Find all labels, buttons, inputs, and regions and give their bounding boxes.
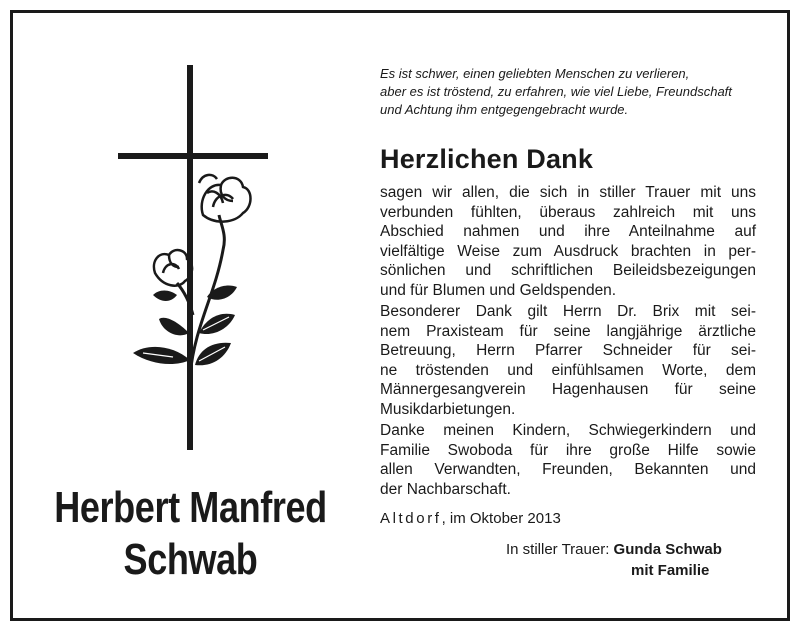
quote-line: Es ist schwer, einen geliebten Menschen zu verlieren, [380,66,690,81]
epigraph-quote [380,65,760,119]
quote-line: und Achtung ihm entgegengebracht wurde. [380,102,629,117]
right-column [380,13,765,618]
text-line: und für Blumen und Geldspenden. [380,281,617,299]
signature-family: mit Familie [631,562,710,579]
place-date [380,510,561,527]
text-line: Familie Swoboda für ihre große Hilfe sowie [380,441,756,459]
text-line: Danke meinen Kindern, Schwiegerkindern und [380,422,756,439]
special-thanks-paragraph [380,302,756,420]
family-thanks-paragraph [380,421,756,499]
text-line: nem Praxisteam für seine langjährige ärztliche [380,322,756,340]
quote-line: aber es ist tröstend, zu erfahren, wie viel Liebe, Freundschaft [380,84,732,99]
text-line: ne tröstenden und einfühlsamen Worte, dem [380,361,756,379]
text-line: vielfältige Weise zum Ausdruck brachten in per- [380,242,756,260]
signature-name: Gunda Schwab [613,541,722,558]
signature [506,539,722,581]
deceased-name-line1: Herbert Manfred [54,483,327,532]
cross-with-rose-icon [103,65,273,455]
place-town: Altdorf [380,510,442,527]
text-line: der Nachbarschaft. [380,480,511,498]
text-line: Besonderer Dank gilt Herrn Dr. Brix mit sei- [380,303,756,320]
text-line: sönlichen und schriftlichen Beileidsbezeigungen [380,262,756,280]
text-line: Männergesangverein Hagenhausen für seine [380,381,756,399]
place-date-text: , im Oktober 2013 [441,510,561,527]
signature-label: In stiller Trauer: [506,541,610,558]
text-line: Betreuung, Herrn Pfarrer Schneider für sei- [380,342,756,360]
thanks-paragraph [380,183,756,301]
text-line: Abschied nahmen und ihre Anteilnahme auf [380,223,756,241]
obituary-notice [10,10,790,621]
text-line: allen Verwandten, Freunden, Bekannten und [380,461,756,479]
left-column [13,13,368,618]
text-line: Musikdarbietungen. [380,400,516,418]
text-line: sagen wir allen, die sich in stiller Trauer mit uns [380,184,756,201]
notice-heading: Herzlichen Dank [380,144,594,174]
deceased-name-line2: Schwab [123,535,258,584]
text-line: verbunden fühlten, überaus zahlreich mit uns [380,203,756,221]
